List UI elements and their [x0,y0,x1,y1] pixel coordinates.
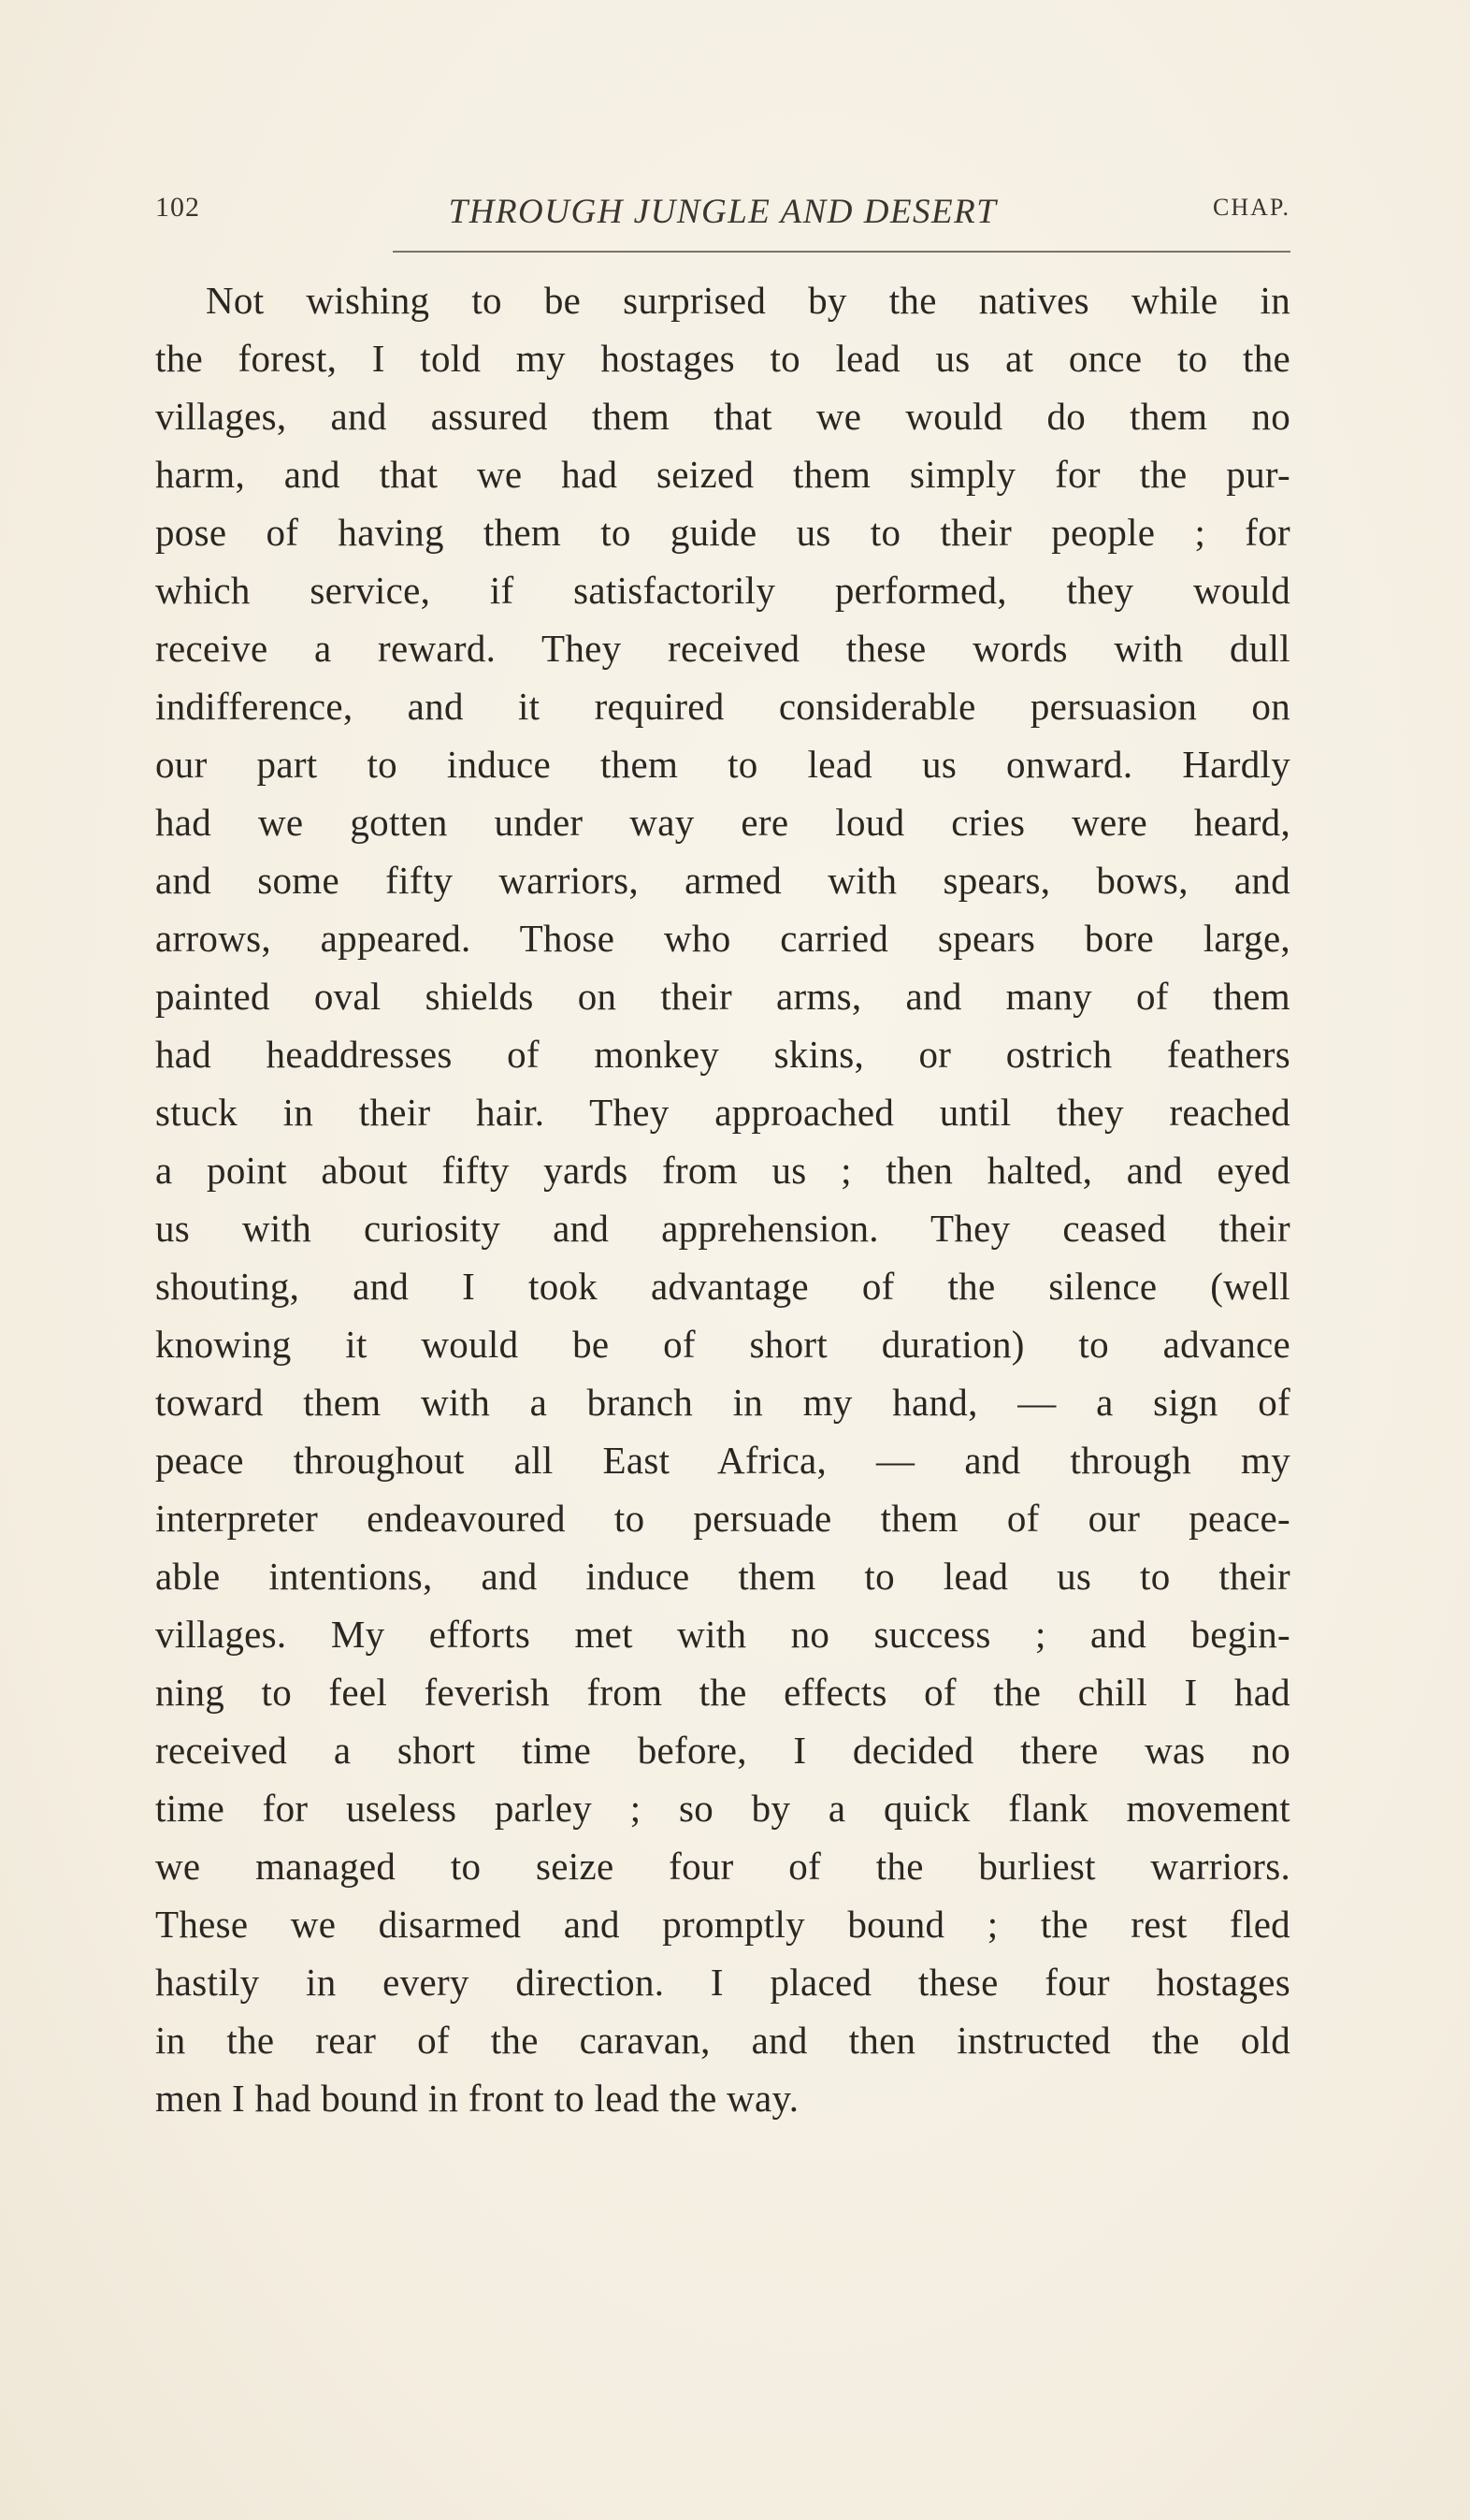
text-line: our part to induce them to lead us onward. Hardly [155,743,1290,786]
text-line: pose of having them to guide us to their people ; for [155,511,1290,554]
text-line: time for useless parley ; so by a quick flank movement [155,1787,1290,1830]
text-line: indifference, and it required considerable persuasion on [155,685,1290,728]
text-line: painted oval shields on their arms, and many of them [155,975,1290,1018]
body-paragraph [155,271,1290,2127]
text-line: hastily in every direction. I placed these four hostages [155,1961,1290,2004]
text-line: the forest, I told my hostages to lead us at once to the [155,337,1290,380]
text-line: men I had bound in front to lead the way. [155,2077,800,2120]
text-line: had we gotten under way ere loud cries were heard, [155,801,1290,844]
text-line: interpreter endeavoured to persuade them of our peace- [155,1497,1290,1540]
text-line: These we disarmed and promptly bound ; the rest fled [155,1903,1290,1946]
text-line: in the rear of the caravan, and then instructed the old [155,2019,1290,2062]
text-line: a point about fifty yards from us ; then halted, and eyed [155,1149,1290,1192]
text-line: us with curiosity and apprehension. They ceased their [155,1207,1290,1250]
text-line: able intentions, and induce them to lead us to their [155,1555,1290,1598]
text-line: Not wishing to be surprised by the natives while in [206,279,1290,322]
text-line: villages, and assured them that we would do them no [155,395,1290,438]
text-line: stuck in their hair. They approached until they reached [155,1091,1290,1134]
text-line: which service, if satisfactorily performed, they would [155,569,1290,612]
text-line: receive a reward. They received these words with dull [155,627,1290,670]
text-line: toward them with a branch in my hand, — a sign of [155,1381,1290,1424]
text-line: villages. My efforts met with no success ; and begin- [155,1613,1290,1656]
text-line: and some fifty warriors, armed with spears, bows, and [155,859,1290,902]
text-line: arrows, appeared. Those who carried spears bore large, [155,917,1290,960]
text-line: had headdresses of monkey skins, or ostrich feathers [155,1033,1290,1076]
text-line: peace throughout all East Africa, — and through my [155,1439,1290,1482]
text-line: ning to feel feverish from the effects of the chill I had [155,1671,1290,1714]
running-head [155,192,1290,239]
text-line: harm, and that we had seized them simply for the pur- [155,453,1290,496]
text-line: we managed to seize four of the burliest warriors. [155,1845,1290,1888]
running-title: THROUGH JUNGLE AND DESERT [448,193,998,231]
page-number: 102 [155,192,200,223]
text-line: knowing it would be of short duration) to advance [155,1323,1290,1366]
text-line: shouting, and I took advantage of the silence (well [155,1265,1290,1308]
chapter-label: CHAP. [1213,194,1290,221]
text-line: received a short time before, I decided there was no [155,1729,1290,1772]
header-rule [393,251,1290,253]
